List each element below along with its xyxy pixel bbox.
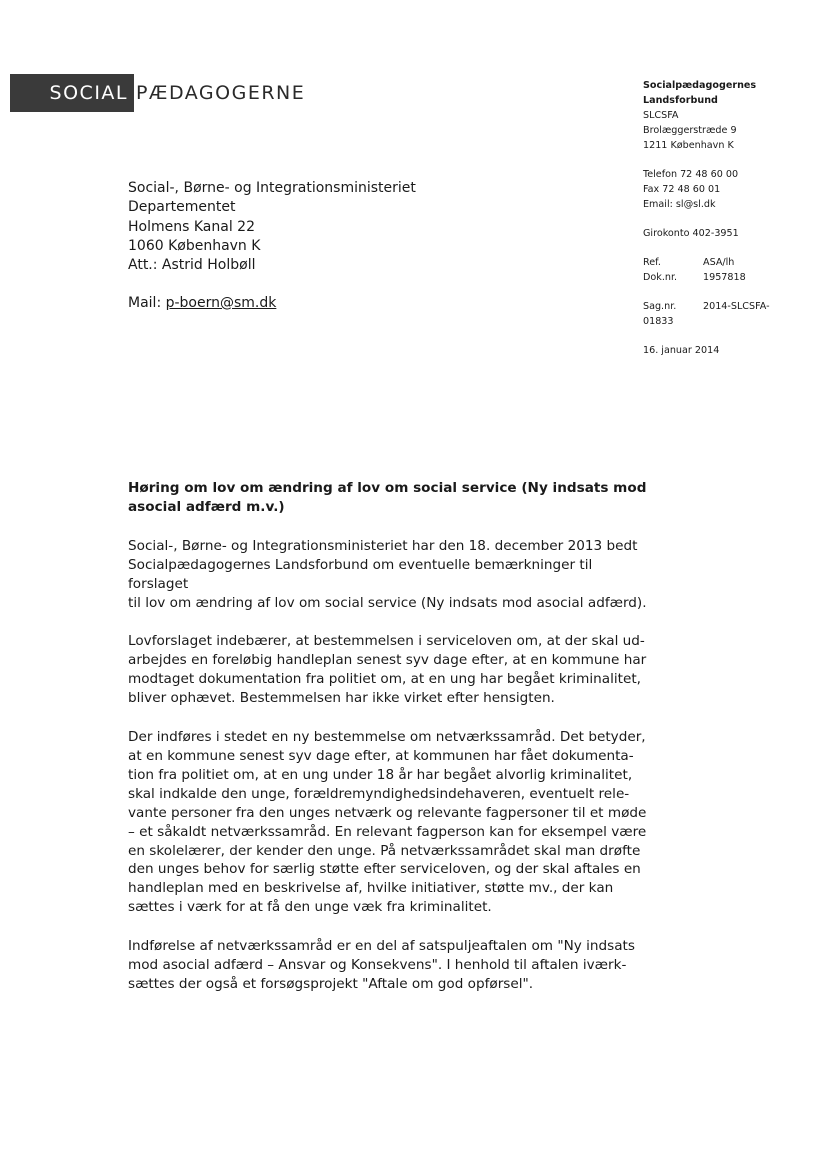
organization-logo [10,74,305,112]
text-line: mod asocial adfærd – Ansvar og Konsekvens". I henhold til aftalen iværk- [128,957,627,974]
subject-line: Høring om lov om ændring af lov om social service (Ny indsats mod [128,480,647,496]
text-line: Indførelse af netværkssamråd er en del af satspuljeaftalen om "Ny indsats [128,938,635,955]
paragraph-2 [128,632,648,708]
recipient-line: 1060 København K [128,237,261,254]
dok-label: Dok.nr. [643,272,678,283]
sag-label: Sag.nr. [643,301,677,312]
sender-fax: Fax 72 48 60 01 [643,184,721,195]
sender-name-line2: Landsforbund [643,95,718,106]
text-line: vante personer fra den unges netværk og relevante fagpersoner til et møde [128,804,647,821]
sender-street: Brolæggerstræde 9 [643,125,737,136]
subject-line: asocial adfærd m.v.) [128,498,285,515]
recipient-address [128,179,416,275]
letter-body [128,479,648,1014]
recipient-line: Holmens Kanal 22 [128,218,255,235]
text-line: arbejdes en foreløbig handleplan senest syv dage efter, at en kommune har [128,652,647,669]
text-line: en skolelærer, der kender den unge. På netværkssamrådet skal man drøfte [128,842,641,859]
text-line: Der indføres i stedet en ny bestemmelse om netværkssamråd. Det betyder, [128,729,646,746]
recipient-line: Departementet [128,199,236,216]
logo-part-paedagogerne: PÆDAGOGERNE [136,82,306,104]
logo-part-social: SOCIAL [10,74,134,112]
recipient-line: Att.: Astrid Holbøll [128,257,256,274]
sag-row [643,299,813,314]
text-line: Socialpædagogernes Landsforbund om eventuelle bemærkninger til forslaget [128,556,593,592]
letter-subject [128,479,648,517]
text-line: – et såkaldt netværkssamråd. En relevant fagperson kan for eksempel være [128,823,647,840]
ref-row [643,255,813,270]
paragraph-4 [128,937,648,994]
text-line: handleplan med en beskrivelse af, hvilke initiativer, støtte mv., der kan [128,880,614,897]
text-line: Lovforslaget indebærer, at bestemmelsen i serviceloven om, at der skal ud- [128,633,645,650]
letter-date: 16. januar 2014 [643,345,720,356]
sender-phone: Telefon 72 48 60 00 [643,169,739,180]
paragraph-3 [128,728,648,917]
sag-value: 2014-SLCSFA- [703,301,770,312]
text-line: Social-, Børne- og Integrationsministeriet har den 18. december 2013 bedt [128,537,638,554]
text-line: bliver ophævet. Bestemmelsen har ikke virket efter hensigten. [128,690,555,707]
sender-info-block [643,78,813,358]
dok-value: 1957818 [703,272,746,283]
text-line: sættes i værk for at få den unge væk fra kriminalitet. [128,899,492,916]
mail-link[interactable]: p-boern@sm.dk [165,295,277,311]
paragraph-1 [128,537,648,613]
recipient-mail [128,294,276,313]
text-line: til lov om ændring af lov om social service (Ny indsats mod asocial adfærd). [128,594,647,611]
sender-giro: Girokonto 402-3951 [643,228,739,239]
sender-city: 1211 København K [643,140,734,151]
mail-label: Mail: [128,295,166,311]
text-line: at en kommune senest syv dage efter, at kommunen har fået dokumenta- [128,747,634,764]
ref-label: Ref. [643,257,661,268]
ref-value: ASA/lh [703,257,735,268]
text-line: sættes der også et forsøgsprojekt "Aftale om god opførsel". [128,975,534,992]
sender-name-line1: Socialpædagogernes [643,80,757,91]
sender-abbr: SLCSFA [643,110,679,121]
sender-email: Email: sl@sl.dk [643,199,716,210]
dok-row [643,270,813,285]
text-line: den unges behov for særlig støtte efter serviceloven, og der skal aftales en [128,861,641,878]
text-line: skal indkalde den unge, forældremyndighedsindehaveren, eventuelt rele- [128,785,630,802]
sag-value-continued: 01833 [643,316,674,327]
text-line: modtaget dokumentation fra politiet om, at en ung har begået kriminalitet, [128,671,641,688]
text-line: tion fra politiet om, at en ung under 18 år har begået alvorlig kriminalitet, [128,766,633,783]
recipient-line: Social-, Børne- og Integrationsministeriet [128,180,416,196]
